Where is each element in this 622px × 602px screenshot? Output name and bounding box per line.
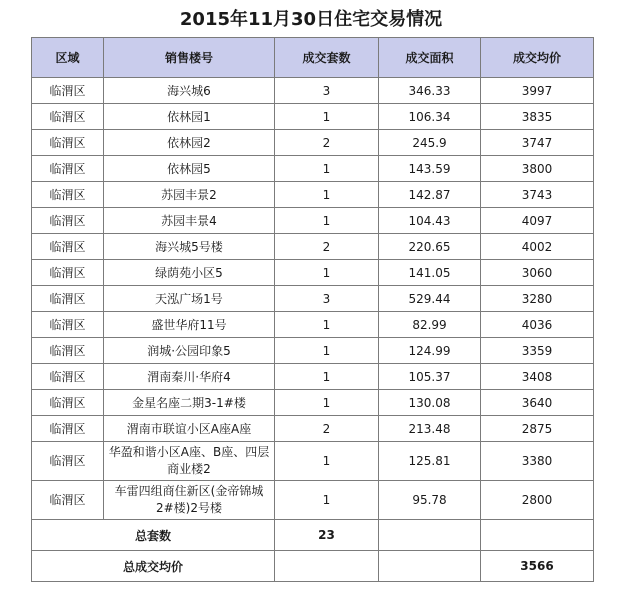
cell-size: 143.59 [379, 156, 481, 182]
cell-area: 临渭区 [32, 260, 104, 286]
cell-units: 1 [275, 481, 379, 520]
cell-building: 依林园1 [104, 104, 275, 130]
cell-size: 220.65 [379, 234, 481, 260]
header-units: 成交套数 [275, 38, 379, 78]
cell-size: 130.08 [379, 390, 481, 416]
cell-size: 346.33 [379, 78, 481, 104]
total-units-empty-2 [481, 520, 594, 551]
cell-price: 3743 [481, 182, 594, 208]
cell-size: 124.99 [379, 338, 481, 364]
cell-units: 1 [275, 312, 379, 338]
cell-area: 临渭区 [32, 338, 104, 364]
cell-area: 临渭区 [32, 234, 104, 260]
cell-size: 105.37 [379, 364, 481, 390]
cell-building: 渭南秦川·华府4 [104, 364, 275, 390]
cell-area: 临渭区 [32, 104, 104, 130]
cell-price: 4097 [481, 208, 594, 234]
total-units-empty-1 [379, 520, 481, 551]
cell-price: 3747 [481, 130, 594, 156]
avg-price-empty-2 [379, 551, 481, 582]
cell-units: 2 [275, 234, 379, 260]
cell-size: 142.87 [379, 182, 481, 208]
cell-units: 1 [275, 390, 379, 416]
table-row [32, 104, 594, 130]
cell-area: 临渭区 [32, 364, 104, 390]
cell-building: 天泓广场1号 [104, 286, 275, 312]
header-price: 成交均价 [481, 38, 594, 78]
table-row [32, 208, 594, 234]
table-row [32, 338, 594, 364]
cell-units: 1 [275, 338, 379, 364]
cell-price: 3060 [481, 260, 594, 286]
cell-price: 3408 [481, 364, 594, 390]
header-size: 成交面积 [379, 38, 481, 78]
cell-building: 依林园5 [104, 156, 275, 182]
header-area: 区域 [32, 38, 104, 78]
cell-price: 3280 [481, 286, 594, 312]
total-units-row [32, 520, 594, 551]
avg-price-row [32, 551, 594, 582]
cell-price: 2875 [481, 416, 594, 442]
cell-size: 529.44 [379, 286, 481, 312]
cell-building: 海兴城5号楼 [104, 234, 275, 260]
cell-units: 2 [275, 130, 379, 156]
cell-size: 104.43 [379, 208, 481, 234]
cell-building: 绿荫苑小区5 [104, 260, 275, 286]
cell-units: 1 [275, 156, 379, 182]
cell-size: 82.99 [379, 312, 481, 338]
cell-area: 临渭区 [32, 78, 104, 104]
table-row [32, 130, 594, 156]
cell-units: 3 [275, 78, 379, 104]
cell-size: 106.34 [379, 104, 481, 130]
cell-units: 1 [275, 182, 379, 208]
cell-price: 4002 [481, 234, 594, 260]
total-units-value: 23 [275, 520, 379, 551]
cell-area: 临渭区 [32, 416, 104, 442]
cell-price: 3800 [481, 156, 594, 182]
cell-units: 1 [275, 104, 379, 130]
table-row [32, 182, 594, 208]
table-row [32, 442, 594, 481]
cell-size: 245.9 [379, 130, 481, 156]
cell-area: 临渭区 [32, 156, 104, 182]
cell-area: 临渭区 [32, 286, 104, 312]
table-row [32, 260, 594, 286]
cell-building: 渭南市联谊小区A座A座 [104, 416, 275, 442]
cell-building: 依林园2 [104, 130, 275, 156]
cell-building: 润城·公园印象5 [104, 338, 275, 364]
table-row [32, 364, 594, 390]
cell-units: 2 [275, 416, 379, 442]
cell-price: 3997 [481, 78, 594, 104]
cell-building: 海兴城6 [104, 78, 275, 104]
cell-building: 盛世华府11号 [104, 312, 275, 338]
table-row [32, 234, 594, 260]
cell-area: 临渭区 [32, 312, 104, 338]
table-row [32, 156, 594, 182]
cell-units: 3 [275, 286, 379, 312]
table-row [32, 78, 594, 104]
cell-size: 213.48 [379, 416, 481, 442]
avg-price-value: 3566 [481, 551, 594, 582]
cell-size: 125.81 [379, 442, 481, 481]
cell-area: 临渭区 [32, 182, 104, 208]
cell-price: 3359 [481, 338, 594, 364]
table-row [32, 481, 594, 520]
cell-price: 4036 [481, 312, 594, 338]
table-header-row [32, 38, 594, 78]
cell-units: 1 [275, 208, 379, 234]
cell-area: 临渭区 [32, 390, 104, 416]
cell-area: 临渭区 [32, 130, 104, 156]
avg-price-empty-1 [275, 551, 379, 582]
cell-area: 临渭区 [32, 481, 104, 520]
cell-price: 3640 [481, 390, 594, 416]
transaction-table [31, 37, 594, 582]
cell-building: 苏园丰景4 [104, 208, 275, 234]
cell-price: 2800 [481, 481, 594, 520]
table-row [32, 390, 594, 416]
cell-building: 苏园丰景2 [104, 182, 275, 208]
table-row [32, 416, 594, 442]
cell-units: 1 [275, 260, 379, 286]
table-row [32, 286, 594, 312]
cell-size: 95.78 [379, 481, 481, 520]
avg-price-label: 总成交均价 [32, 551, 275, 582]
cell-units: 1 [275, 364, 379, 390]
total-units-label: 总套数 [32, 520, 275, 551]
cell-size: 141.05 [379, 260, 481, 286]
cell-building: 金星名座二期3-1#楼 [104, 390, 275, 416]
cell-area: 临渭区 [32, 208, 104, 234]
table-row [32, 312, 594, 338]
cell-price: 3835 [481, 104, 594, 130]
page-title: 2015年11月30日住宅交易情况 [179, 9, 443, 30]
cell-price: 3380 [481, 442, 594, 481]
cell-building: 车雷四组商住新区(金帝锦城2#楼)2号楼 [104, 481, 275, 520]
cell-area: 临渭区 [32, 442, 104, 481]
header-building: 销售楼号 [104, 38, 275, 78]
cell-units: 1 [275, 442, 379, 481]
cell-building: 华盈和谐小区A座、B座、四层商业楼2 [104, 442, 275, 481]
